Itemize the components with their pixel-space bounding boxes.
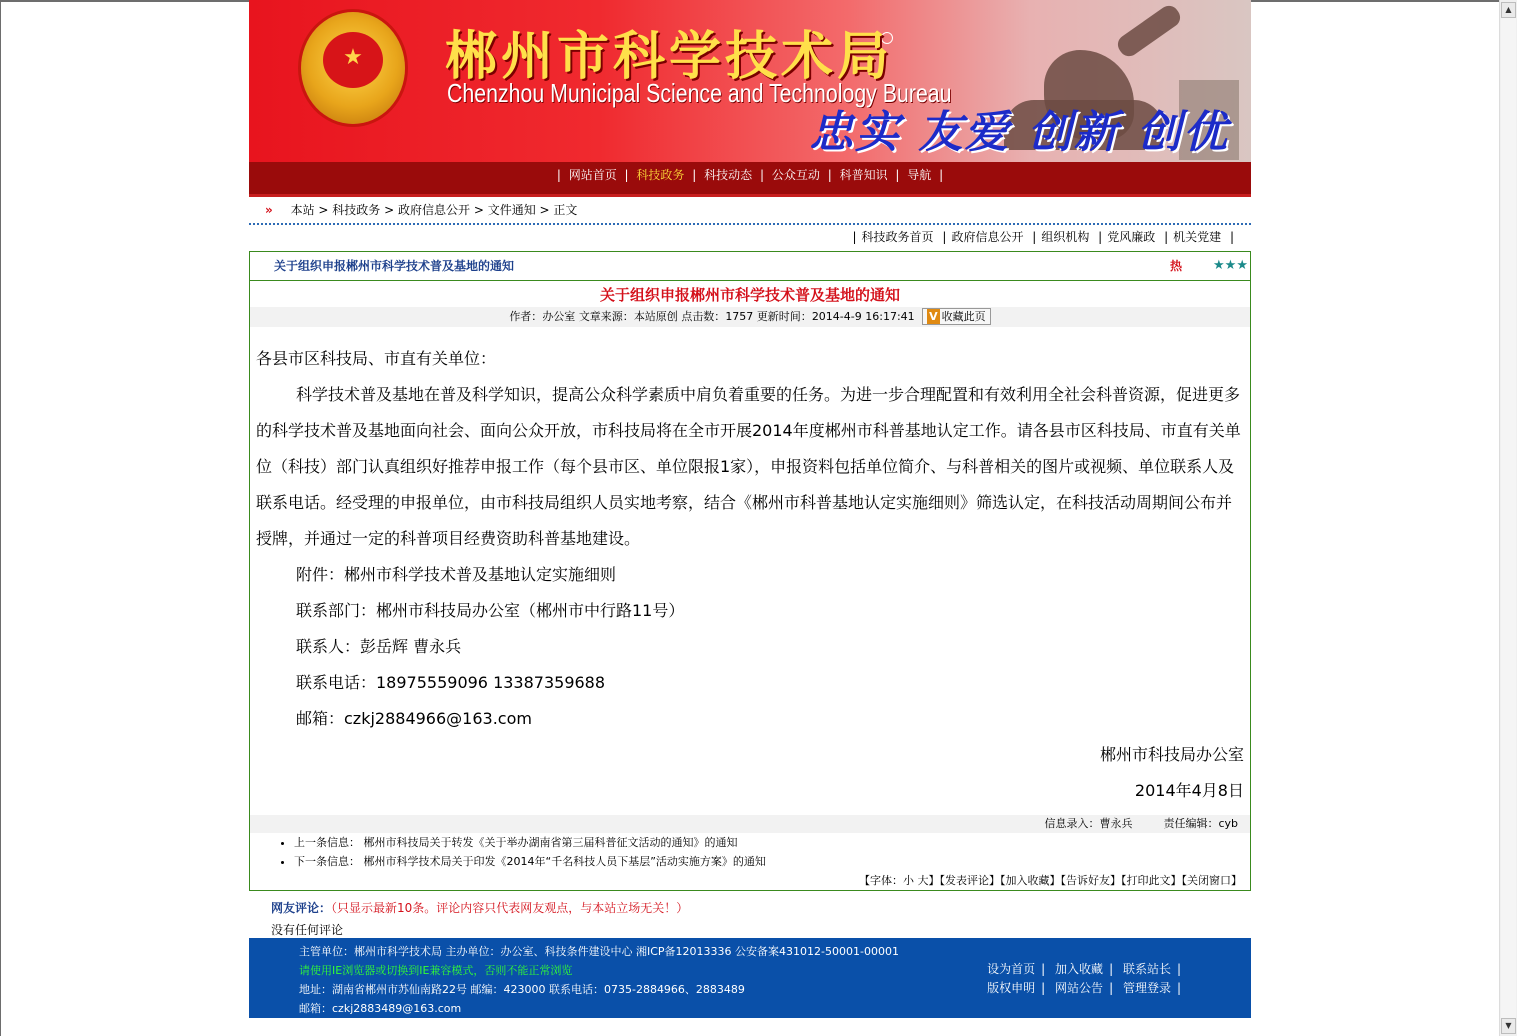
breadcrumb-notices[interactable]: 文件通知 [487, 203, 536, 217]
next-label: 下一条信息： [294, 855, 360, 868]
nav-item-interaction[interactable]: 公众互动 [771, 168, 820, 182]
footer-line-address: 地址：湖南省郴州市苏仙南路22号 邮编：423000 联系电话：0735-2884966、2883489 [299, 983, 745, 996]
emblem-star-icon: ★ [323, 32, 383, 88]
next-article-link[interactable]: 郴州市科学技术局关于印发《2014年“千名科技人员下基层”活动实施方案》的通知 [363, 855, 766, 868]
attachment-line[interactable]: 附件：郴州市科学技术普及基地认定实施细则 [296, 565, 617, 584]
sublink-organization[interactable]: 组织机构 [1041, 230, 1090, 244]
meta-source: 本站原创 [633, 310, 678, 323]
nav-item-guide[interactable]: 导航 [907, 168, 932, 182]
window-left-border [0, 0, 1, 1036]
prev-next-list [250, 833, 1250, 871]
bookmark-icon: V [929, 310, 938, 323]
footer-links: 设为首页 | 加入收藏 | 联系站长 | 版权申明 | 网站公告 | 管理登录 | [987, 962, 1181, 995]
breadcrumb: » 本站 > 科技政务 > 政府信息公开 > 文件通知 > 正文 [249, 197, 1251, 225]
article-meta [250, 307, 1250, 327]
footer-link-copyright[interactable]: 版权申明 [987, 981, 1036, 995]
slogan: 忠实 友爱 创新 创优 [809, 107, 1229, 158]
nav-item-gov-affairs[interactable]: 科技政务 [636, 168, 685, 182]
footer-browser-warning: 请使用IE浏览器或切换到IE兼容模式，否则不能正常浏览 [299, 964, 573, 977]
article-tools[interactable]: 【字体：小 大】【发表评论】【加入收藏】【告诉好友】【打印此文】【关闭窗口】 [859, 874, 1242, 887]
bookmark-label: 收藏此页 [941, 310, 986, 323]
footer-link-contact[interactable]: 联系站长 [1122, 962, 1171, 976]
article-container [249, 251, 1251, 891]
sublink-gov-home[interactable]: 科技政务首页 [861, 230, 934, 244]
national-emblem-icon [301, 12, 405, 124]
breadcrumb-arrow-icon: » [265, 203, 273, 217]
meta-author: 办公室 [542, 310, 576, 323]
footer-info [299, 942, 899, 1018]
site-title-english: Chenzhou Municipal Science and Technology Bureau [447, 78, 952, 108]
scroll-thumb[interactable] [1501, 18, 1516, 1018]
breadcrumb-gov-affairs[interactable]: 科技政务 [332, 203, 381, 217]
sub-navigation: | 科技政务首页 | 政府信息公开 | 组织机构 | 党风廉政 | 机关党建 | [852, 230, 1234, 244]
breadcrumb-current: 正文 [553, 203, 578, 217]
prev-label: 上一条信息： [294, 836, 360, 849]
comments-note: （只显示最新10条。评论内容只代表网友观点，与本站立场无关！） [331, 901, 689, 915]
site-title: 郴州市科学技术局 [445, 27, 894, 87]
list-item [294, 833, 1250, 852]
sublink-party[interactable]: 机关党建 [1173, 230, 1222, 244]
nav-item-home[interactable]: 网站首页 [568, 168, 617, 182]
footer-link-admin[interactable]: 管理登录 [1122, 981, 1171, 995]
editor-label: 责任编辑： [1163, 817, 1219, 830]
article-title: 关于组织申报郴州市科学技术普及基地的通知 [599, 286, 900, 304]
prev-article-link[interactable]: 郴州市科技局关于转发《关于举办湖南省第三届科普征文活动的通知》的通知 [363, 836, 738, 849]
breadcrumb-home[interactable]: 本站 [290, 203, 315, 217]
article-content [250, 327, 1250, 815]
editor-info [250, 815, 1250, 833]
meta-author-label: 作者： [509, 310, 543, 323]
comments-label: 网友评论： [271, 901, 332, 915]
footer-link-notice[interactable]: 网站公告 [1055, 981, 1104, 995]
nav-item-science[interactable]: 科普知识 [839, 168, 888, 182]
signature: 郴州市科技局办公室 [1099, 745, 1244, 764]
comments-empty: 没有任何评论 [271, 923, 344, 937]
vertical-scrollbar[interactable] [1499, 0, 1517, 1036]
breadcrumb-info-public[interactable]: 政府信息公开 [398, 203, 471, 217]
footer-link-favorite[interactable]: 加入收藏 [1055, 962, 1104, 976]
salutation: 各县市区科技局、市直有关单位： [256, 349, 497, 368]
editor-value: cyb [1218, 817, 1238, 830]
footer-line-email: 邮箱：czkj2883489@163.com [299, 1002, 462, 1015]
article-body: 科学技术普及基地在普及科学知识，提高公众科学素质中肩负着重要的任务。为进一步合理配置和有效利用全社会科普资源，促进更多的科学技术普及基地面向社会、面向公众开放，市科技局将在全市开展2014年度郴州市科普基地认定工作。请各县市区科技局、市直有关单位（科技）部门认真组织好推荐申报工作（每个县市区、单位限报1家），申报资料包括单位简介、与科普相关的图片或视频、单位联系人及联系电话。经受理的申报单位，由市科技局组织人员实地考察，结合《郴州市科普基地认定实施细则》筛选认定，在科技活动周期间公布并授牌，并通过一定的科普项目经费资助科普基地建设。 [256, 385, 1241, 548]
comments-section [249, 897, 1251, 941]
meta-clicks-label: 点击数： [681, 310, 726, 323]
entry-label: 信息录入： [1044, 817, 1100, 830]
hot-badge: 热 [1169, 259, 1182, 273]
entry-value: 曹永兵 [1099, 817, 1133, 830]
main-nav: | 网站首页 | 科技政务 | 科技动态 | 公众互动 | 科普知识 | 导航 | [249, 162, 1251, 197]
rating-stars-icon: ★★★ [1213, 258, 1248, 273]
meta-clicks: 1757 [725, 310, 754, 323]
contact-dept: 联系部门：郴州市科技局办公室（郴州市中行路11号） [296, 601, 685, 620]
meta-updated: 2014-4-9 16:17:41 [811, 310, 915, 323]
list-item [294, 852, 1250, 871]
footer-link-set-home[interactable]: 设为首页 [987, 962, 1036, 976]
sublink-integrity[interactable]: 党风廉政 [1107, 230, 1156, 244]
article-bar-title: 关于组织申报郴州市科学技术普及基地的通知 [274, 259, 515, 273]
page-container [249, 0, 1251, 941]
contact-persons: 联系人：彭岳辉 曹永兵 [296, 637, 462, 656]
article-title-bar [250, 252, 1250, 281]
contact-email: 邮箱：czkj2884966@163.com [296, 709, 532, 728]
meta-updated-label: 更新时间： [756, 310, 812, 323]
site-banner [249, 0, 1251, 162]
meta-source-label: 文章来源： [578, 310, 634, 323]
scroll-down-button[interactable]: ▼ [1501, 1018, 1516, 1034]
footer-line-org: 主管单位：郴州市科学技术局 主办单位：办公室、科技条件建设中心 湘ICP备12013336 公安备案431012-50001-00001 [299, 945, 899, 958]
bookmark-button[interactable] [922, 308, 991, 325]
scroll-up-button[interactable]: ▲ [1501, 2, 1516, 18]
signature-date: 2014年4月8日 [1134, 781, 1244, 800]
site-footer [249, 938, 1251, 1018]
contact-phone: 联系电话：18975559096 13387359688 [296, 673, 606, 692]
nav-item-news[interactable]: 科技动态 [704, 168, 753, 182]
sublink-info-public[interactable]: 政府信息公开 [951, 230, 1024, 244]
